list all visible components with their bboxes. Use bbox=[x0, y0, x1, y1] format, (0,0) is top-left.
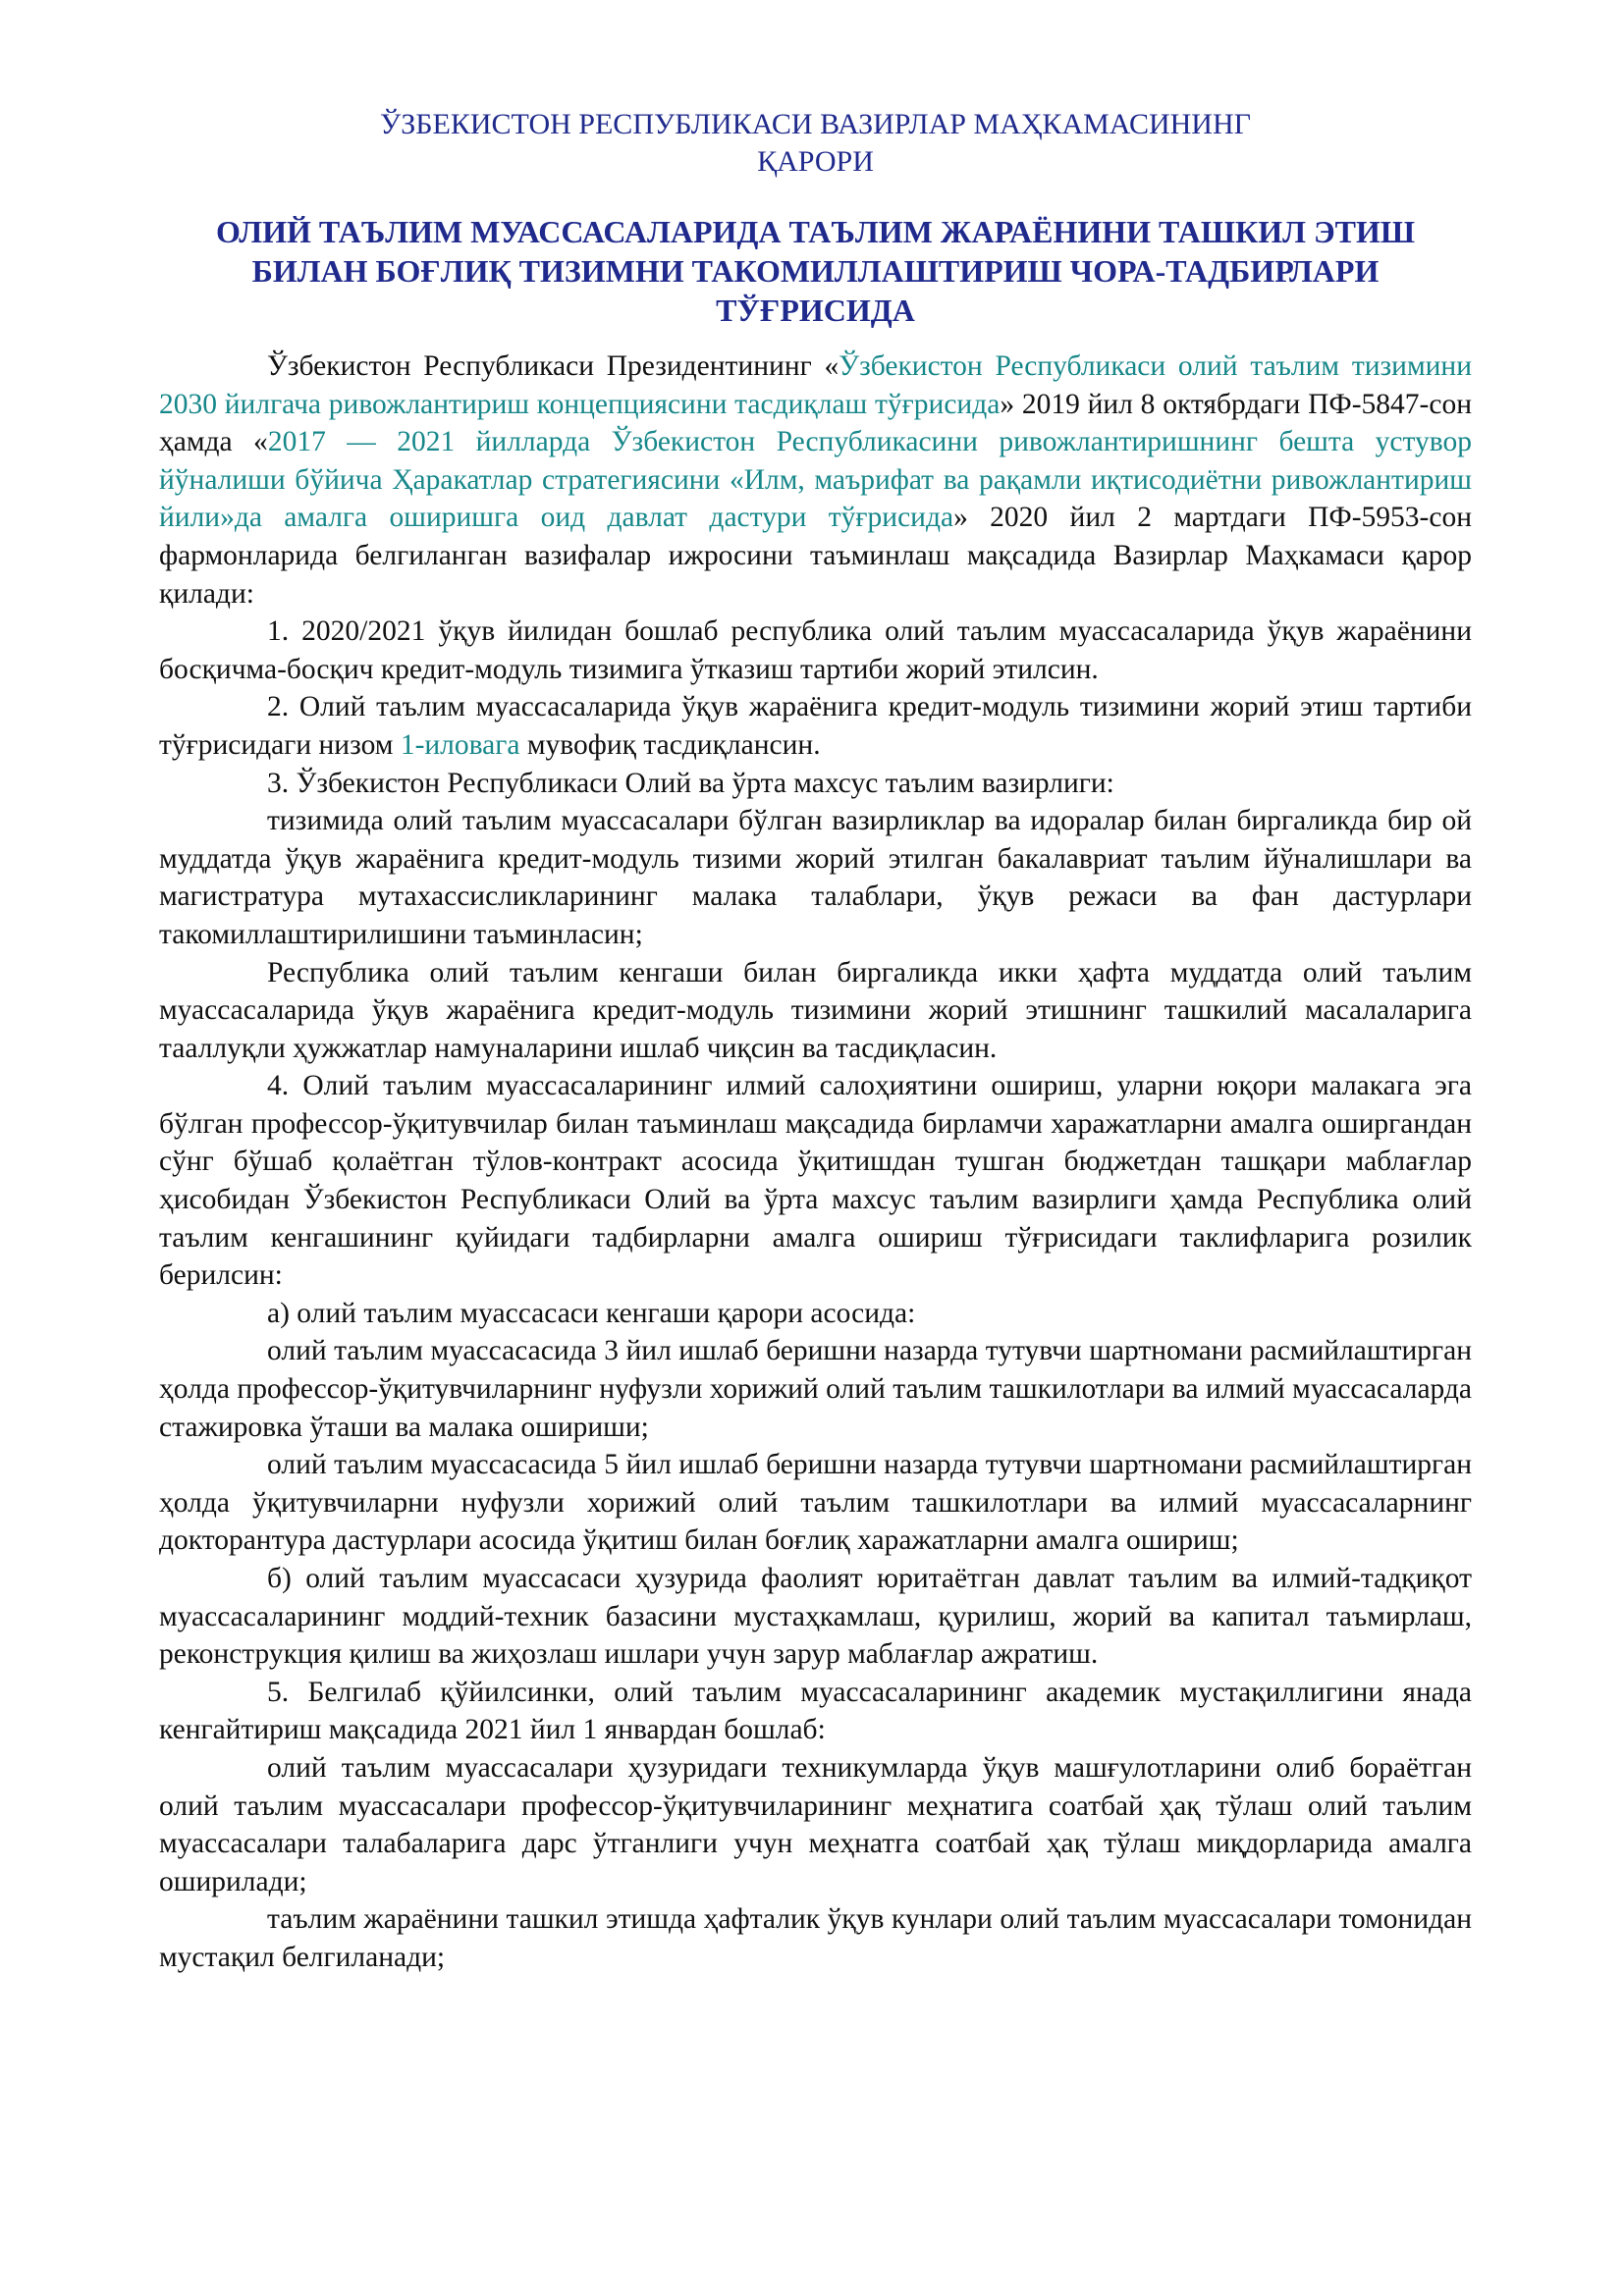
paragraph-2-text-b: мувофиқ тасдиқлансин. bbox=[519, 728, 821, 761]
paragraph-3a: тизимида олий таълим муассасалари бўлган вазирликлар ва идоралар билан биргаликда бир ой муддатда ўқув жараёнига кредит-модуль тизими жорий этилган бакалавриат таълим йўналишлари ва магистратура мутахассисликларининг малака талаблари, ўқув режаси ва фан дастурлари такомиллаштирилишини таъминласин; bbox=[159, 805, 1472, 950]
paragraph-5a: олий таълим муассасалари ҳузуридаги техникумларда ўқув машғулотларини олиб бораётган олий таълим муассасалари профессор-ўқитувчиларининг меҳнатига соатбай ҳақ тўлаш олий таълим муассасалари талабаларига дарс ўтганлиги учун меҳнатга соатбай ҳақ тўлаш миқдорларида амалга оширилади; bbox=[159, 1751, 1472, 1897]
document-title bbox=[159, 212, 1472, 330]
paragraph-4b: б) олий таълим муассасаси ҳузурида фаолият юритаётган давлат таълим ва илмий-тадқиқот муассасаларининг моддий-техник базасини мустаҳкамлаш, қурилиш, жорий ва капитал таъмирлаш, реконструкция қилиш ва жиҳозлаш ишлари учун зарур маблағлар ажратиш. bbox=[159, 1563, 1472, 1671]
paragraph-3b: Республика олий таълим кенгаши билан биргаликда икки ҳафта муддатда олий таълим муассасаларида ўқув жараёнига кредит-модуль тизимини жорий этишнинг ташкилий масалаларига тааллуқли ҳужжатлар намуналарини ишлаб чиқсин ва тасдиқласин. bbox=[159, 956, 1472, 1064]
preamble-text-3: » 2020 йил 2 мартдаги ПФ-5953-сон фармонларида белгиланган вазифалар ижросини таъминлаш мақсадида Вазирлар Маҳкамаси қарор қилади: bbox=[159, 502, 1472, 610]
title-line-2: БИЛАН БОҒЛИҚ ТИЗИМНИ ТАКОМИЛЛАШТИРИШ ЧОРА-ТАДБИРЛАРИ bbox=[251, 253, 1380, 289]
preamble-text-1: Ўзбекистон Республикаси Президентининг « bbox=[267, 350, 839, 382]
paragraph-4a-2: олий таълим муассасасида 5 йил ишлаб беришни назарда тутувчи шартномани расмийлаштирган ҳолда ўқитувчиларни нуфузли хорижий олий таълим ташкилотлари ва илмий муассасаларнинг докторантура дастурлари асосида ўқитиш билан боғлиқ харажатларни амалга ошириш; bbox=[159, 1449, 1472, 1557]
paragraph-5: 5. Белгилаб қўйилсинки, олий таълим муассасаларининг академик мустақиллигини янада кенгайтириш мақсадида 2021 йил 1 январдан бошлаб: bbox=[159, 1676, 1472, 1746]
paragraph-3: 3. Ўзбекистон Республикаси Олий ва ўрта махсус таълим вазирлиги: bbox=[267, 767, 1114, 799]
decree-link-pf5847[interactable]: Ўзбекистон Республикаси олий таълим тизимини 2030 йилгача ривожлантириш концепциясини тасдиқлаш тўғрисида bbox=[159, 350, 1472, 420]
document-body bbox=[159, 347, 1472, 1977]
appendix-1-link[interactable]: 1-иловага bbox=[400, 728, 520, 761]
paragraph-1: 1. 2020/2021 ўқув йилидан бошлаб республика олий таълим муассасаларида ўқув жараёнини босқичма-босқич кредит-модуль тизимига ўтказиш тартиби жорий этилсин. bbox=[159, 615, 1472, 685]
document-header bbox=[159, 106, 1472, 181]
header-line-1: ЎЗБЕКИСТОН РЕСПУБЛИКАСИ ВАЗИРЛАР МАҲКАМАСИНИНГ bbox=[380, 108, 1251, 140]
title-line-1: ОЛИЙ ТАЪЛИМ МУАССАСАЛАРИДА ТАЪЛИМ ЖАРАЁНИНИ ТАШКИЛ ЭТИШ bbox=[215, 214, 1416, 249]
paragraph-5b: таълим жараёнини ташкил этишда ҳафталик ўқув кунлари олий таълим муассасалари томонидан мустақил белгиланади; bbox=[159, 1903, 1472, 1973]
header-line-2: ҚАРОРИ bbox=[757, 145, 874, 178]
paragraph-4a-1: олий таълим муассасасида 3 йил ишлаб беришни назарда тутувчи шартномани расмийлаштирган ҳолда профессор-ўқитувчиларнинг нуфузли хорижий олий таълим ташкилотлари ва илмий муассасаларда стажировка ўташи ва малака ошириши; bbox=[159, 1335, 1472, 1443]
decree-link-pf5953[interactable]: 2017 — 2021 йилларда Ўзбекистон Республикасини ривожлантиришнинг бешта устувор йўналиши бўйича Ҳаракатлар стратегиясини «Илм, маърифат ва рақамли иқтисодиётни ривожлантириш йили»да амалга оширишга оид давлат дастури тўғрисида bbox=[159, 426, 1472, 534]
paragraph-4: 4. Олий таълим муассасаларининг илмий салоҳиятини ошириш, уларни юқори малакага эга бўлган профессор-ўқитувчилар билан таъминлаш мақсадида бирламчи харажатларни амалга оширгандан сўнг бўшаб қолаётган тўлов-контракт асосида ўқитишдан тушган бюджетдан ташқари маблағлар ҳисобидан Ўзбекистон Республикаси Олий ва ўрта махсус таълим вазирлиги ҳамда Республика олий таълим кенгашининг қуйидаги тадбирларни амалга ошириш тўғрисидаги таклифларига розилик берилсин: bbox=[159, 1070, 1472, 1292]
title-line-3: ТЎҒРИСИДА bbox=[716, 293, 915, 328]
paragraph-4a: а) олий таълим муассасаси кенгаши қарори асосида: bbox=[267, 1297, 916, 1329]
preamble-text-2: » 2019 йил 8 октябрдаги ПФ-5847-сон ҳамда « bbox=[159, 388, 1472, 458]
paragraph-2 bbox=[159, 688, 1472, 764]
paragraph-2-text-a: 2. Олий таълим муассасаларида ўқув жараёнига кредит-модуль тизимини жорий этиш тартиби тўғрисидаги низом bbox=[159, 691, 1472, 761]
preamble-paragraph bbox=[159, 347, 1472, 613]
